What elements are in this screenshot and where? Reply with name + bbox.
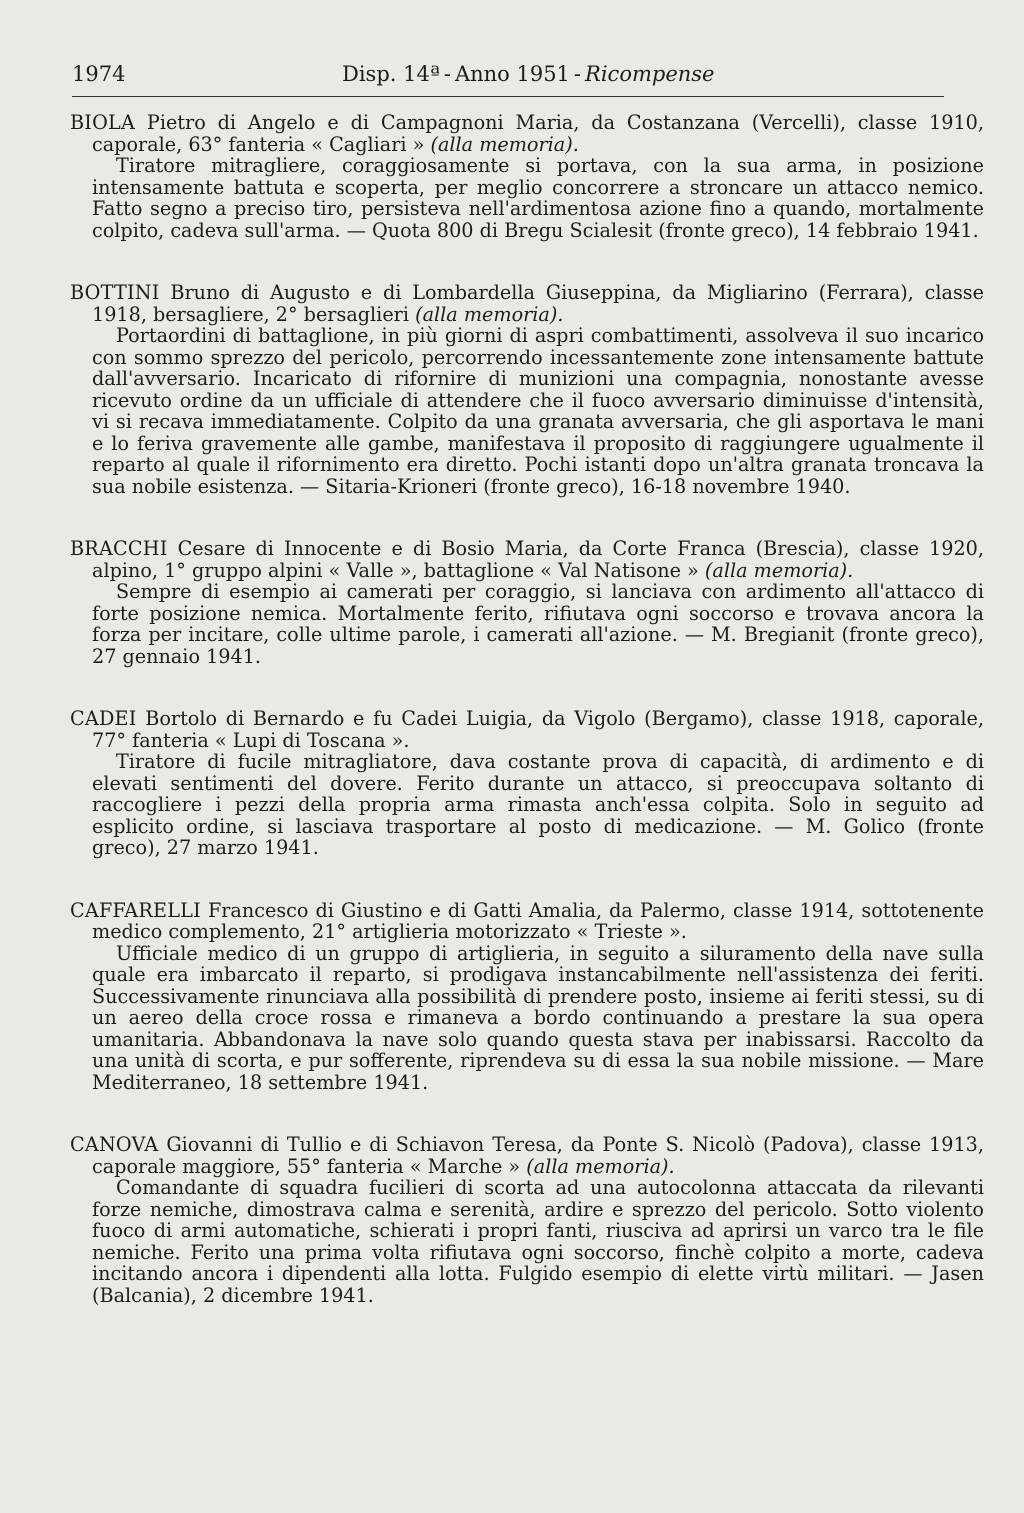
page-header [72,60,944,97]
entry-heading [70,900,984,943]
award-list [70,112,984,1347]
entry-heading [70,112,984,155]
award-entry [70,538,984,667]
entry-heading [70,708,984,751]
entry-note: (alla memoria). [526,1154,675,1178]
entry-note: (alla memoria). [430,132,579,156]
entry-surname: CAFFARELLI [70,898,201,922]
entry-citation: Ufficiale medico di un gruppo di artiglieria, in seguito a siluramento della nave sulla quale era imbarcato il reparto, si prodigava instancabilmente nell'assistenza dei feriti. Successivamente rinunciava alla possibilità di prendere posto, insieme ai feriti stessi, su di un aereo della croce rossa e rimaneva a bordo continuando a prestare la sua opera umanitaria. Abbandonava la nave solo quando questa stava per inabissarsi. Raccolto da una unità di scorta, e pur sofferente, riprendeva su di essa la sua nobile missione. — Mare Mediterraneo, 18 settembre 1941. [92,941,984,1094]
bulletin-number: Disp. 14ª [342,62,440,86]
entry-heading [70,538,984,581]
entry-details: Giovanni di Tullio e di Schiavon Teresa, da Ponte S. Nicolò (Padova), classe 1913, caporale maggiore, 55° fanteria « Marche » [92,1133,984,1178]
entry-citation: Tiratore di fucile mitragliatore, dava costante prova di capacità, di ardimento e di elevati sentimenti del dovere. Ferito durante un attacco, si preoccupava soltanto di raccogliere i pezzi della propria arma rimasta anch'essa colpita. Solo in seguito ad esplicito ordine, si lasciava trasportare al posto di medicazione. — M. Golico (fronte greco), 27 marzo 1941. [92,750,984,859]
entry-surname: BIOLA [70,111,136,134]
award-entry [70,282,984,497]
entry-details: Pietro di Angelo e di Campagnoni Maria, da Costanzana (Vercelli), classe 1910, caporale, 63° fanteria « Cagliari » [92,111,984,156]
entry-surname: CANOVA [70,1133,159,1156]
entry-citation: Sempre di esempio ai camerati per coraggio, si lanciava con ardimento all'attacco di forte posizione nemica. Mortalmente ferito, rifiutava ogni soccorso e trovava ancora la forza per incitare, colle ultime parole, i camerati all'azione. — M. Bregianit (fronte greco), 27 gennaio 1941. [92,580,984,668]
entry-details: Francesco di Giustino e di Gatti Amalia, da Palermo, classe 1914, sottotenente medico complemento, 21° artiglieria motorizzato « Trieste ». [92,898,984,943]
entry-surname: BOTTINI [70,281,160,304]
award-entry [70,708,984,859]
entry-surname: BRACCHI [70,537,168,560]
header-separator: - [573,62,582,86]
award-entry [70,112,984,241]
running-title [342,62,714,86]
award-entry [70,900,984,1094]
entry-details: Bruno di Augusto e di Lombardella Giuseppina, da Migliarino (Ferrara), classe 1918, bersagliere, 2° bersaglieri [92,281,984,326]
entry-heading [70,282,984,325]
entry-citation: Portaordini di battaglione, in più giorni di aspri combattimenti, assolveva il suo incarico con sommo sprezzo del pericolo, percorrendo incessantemente zone intensamente battute dall'avversario. Incaricato di rifornire di munizioni una compagnia, nonostante avesse ricevuto ordine da un ufficiale di attendere che il fuoco avversario diminuisse d'intensità, vi si recava immediatamente. Colpito da una granata avversaria, che gli asportava le mani e lo feriva gravemente alle gambe, manifestava il proposito di raggiungere ugualmente il reparto al quale il rifornimento era diretto. Pochi istanti dopo un'altra granata troncava la sua nobile esistenza. — Sitaria-Krioneri (fronte greco), 16-18 novembre 1940. [92,324,984,498]
entry-surname: CADEI [70,707,137,730]
award-entry [70,1134,984,1306]
header-separator: - [443,62,451,86]
entry-heading [70,1134,984,1177]
entry-note: (alla memoria). [415,302,564,326]
entry-details: Cesare di Innocente e di Bosio Maria, da Corte Franca (Brescia), classe 1920, alpino, 1° gruppo alpini « Valle », battaglione « Val Natisone » [92,537,984,582]
entry-details: Bortolo di Bernardo e fu Cadei Luigia, da Vigolo (Bergamo), classe 1918, caporale, 77° fanteria « Lupi di Toscana ». [92,707,985,752]
section-title: Ricompense [585,62,715,86]
entry-citation: Comandante di squadra fucilieri di scorta ad una autocolonna attaccata da rilevanti forze nemiche, dimostrava calma e serenità, ardire e sprezzo del pericolo. Sotto violento fuoco di armi automatiche, schierati i propri fanti, riusciva ad aprirsi un varco tra le file nemiche. Ferito una prima volta rifiutava ogni soccorso, finchè colpito a morte, cadeva incitando ancora i dipendenti alla lotta. Fulgido esempio di elette virtù militari. — Jasen (Balcania), 2 dicembre 1941. [92,1176,984,1307]
entry-citation: Tiratore mitragliere, coraggiosamente si portava, con la sua arma, in posizione intensamente battuta e scoperta, per meglio concorrere a stroncare un attacco nemico. Fatto segno a preciso tiro, persisteva nell'ardimentosa azione fino a quando, mortalmente colpito, cadeva sull'arma. — Quota 800 di Bregu Scialesit (fronte greco), 14 febbraio 1941. [92,154,984,242]
entry-note: (alla memoria). [704,558,854,582]
page-number: 1974 [72,62,126,86]
bulletin-year: Anno 1951 [454,62,570,86]
